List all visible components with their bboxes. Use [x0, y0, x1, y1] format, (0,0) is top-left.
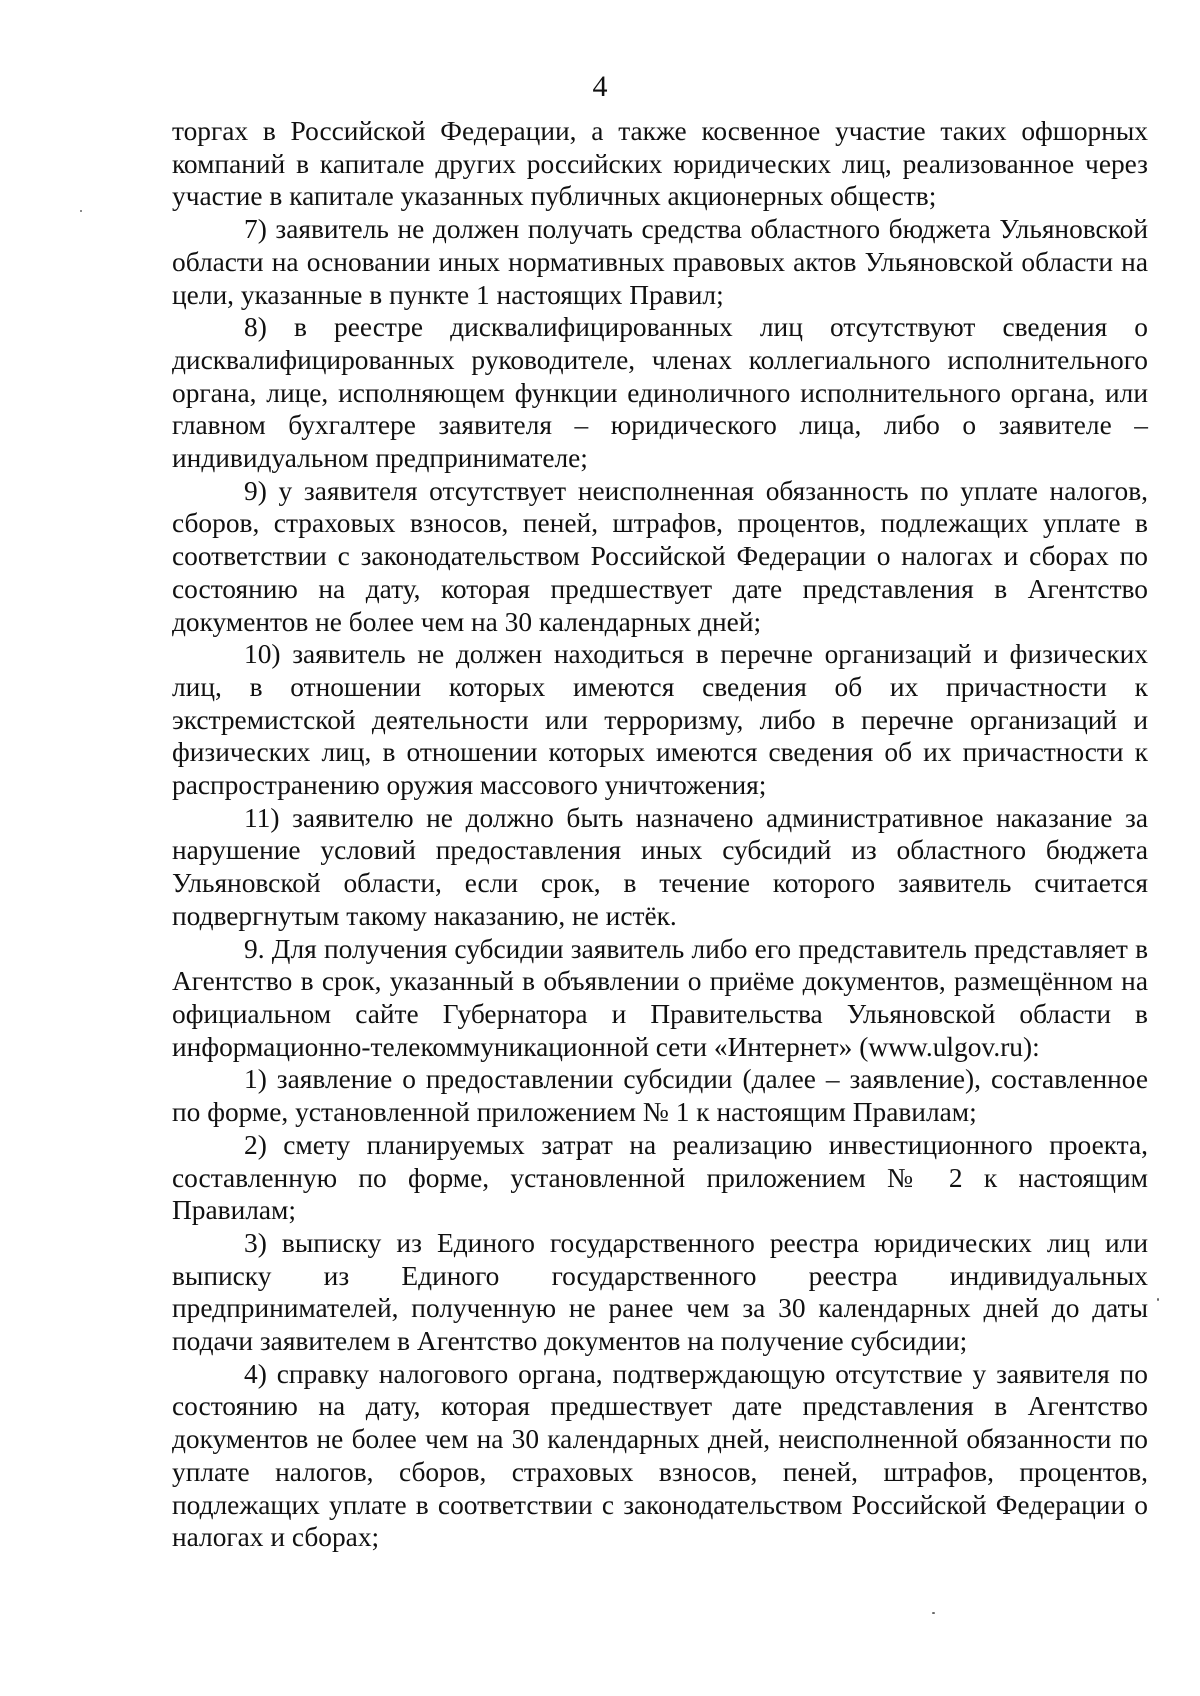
paragraph-doc-3: 3) выписку из Единого государственного реестра юридических лиц или выписку из Единого государственного реестра индивидуальных предпринимателей, полученную не ранее чем за 30 календарных дней до даты подачи заявителем в Агентство документов на получение субсидии;	[172, 1227, 1148, 1357]
document-body	[172, 115, 1148, 1554]
scan-speck	[932, 1612, 935, 1614]
paragraph-section-9: 9. Для получения субсидии заявитель либо его представитель представляет в Агентство в срок, указанный в объявлении о приёме документов, размещённом на официальном сайте Губернатора и Правительства Ульяновской области в информационно-телекоммуникационной сети «Интернет» (www.ulgov.ru):	[172, 933, 1148, 1062]
paragraph-doc-1: 1) заявление о предоставлении субсидии (далее – заявление), составленное по форме, установленной приложением № 1 к настоящим Правилам;	[172, 1064, 1148, 1128]
scan-speck	[80, 210, 82, 212]
paragraph-item-9: 9) у заявителя отсутствует неисполненная обязанность по уплате налогов, сборов, страховых взносов, пеней, штрафов, процентов, подлежащих уплате в соответствии с законодательством Российской Федерации о налогах и сборах по состоянию на дату, которая предшествует дате представления в Агентство документов не более чем на 30 календарных дней;	[172, 475, 1148, 637]
paragraph-item-11: 11) заявителю не должно быть назначено административное наказание за нарушение условий предоставления иных субсидий из областного бюджета Ульяновской области, если срок, в течение которого заявитель считается подвергнутым такому наказанию, не истёк.	[172, 802, 1148, 931]
paragraph-continuation: торгах в Российской Федерации, а также косвенное участие таких офшорных компаний в капитале других российских юридических лиц, реализованное через участие в капитале указанных публичных акционерных обществ;	[172, 116, 1148, 212]
paragraph-doc-2: 2) смету планируемых затрат на реализацию инвестиционного проекта, составленную по форме, установленной приложением № 2 к настоящим Правилам;	[172, 1129, 1148, 1226]
paragraph-item-7: 7) заявитель не должен получать средства областного бюджета Ульяновской области на основании иных нормативных правовых актов Ульяновской области на цели, указанные в пункте 1 настоящих Правил;	[172, 214, 1148, 310]
paragraph-doc-4: 4) справку налогового органа, подтверждающую отсутствие у заявителя по состоянию на дату, которая предшествует дате представления в Агентство документов не более чем на 30 календарных дней, неисполненной обязанности по уплате налогов, сборов, страховых взносов, пеней, штрафов, процентов, подлежащих уплате в соответствии с законодательством Российской Федерации о налогах и сборах;	[172, 1358, 1148, 1553]
paragraph-item-10: 10) заявитель не должен находиться в перечне организаций и физических лиц, в отношении которых имеются сведения об их причастности к экстремистской деятельности или терроризму, либо в перечне организаций и физических лиц, в отношении которых имеются сведения об их причастности к распространению оружия массового уничтожения;	[172, 639, 1148, 801]
paragraph-item-8: 8) в реестре дисквалифицированных лиц отсутствуют сведения о дисквалифицированных руководителе, членах коллегиального исполнительного органа, лице, исполняющем функции единоличного исполнительного органа, или главном бухгалтере заявителя – юридического лица, либо о заявителе – индивидуальном предпринимателе;	[172, 312, 1148, 474]
page-number: 4	[592, 70, 608, 103]
scan-speck	[1157, 1298, 1159, 1301]
